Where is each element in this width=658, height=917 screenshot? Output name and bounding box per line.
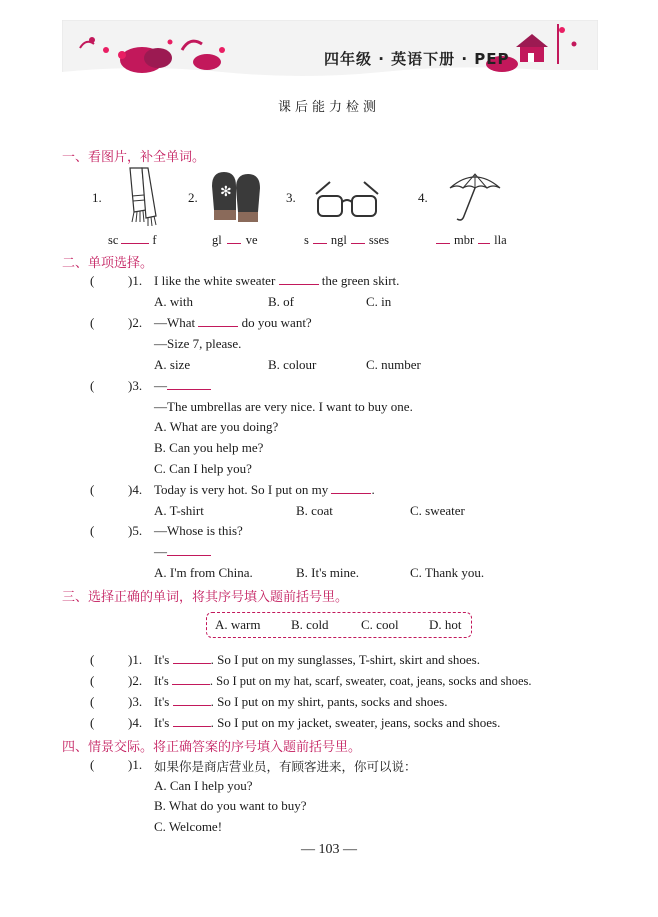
question-text: It's . So I put on my hat, scarf, sweater, coat, jeans, socks and shoes. <box>154 674 532 688</box>
question-line2: — <box>154 544 211 560</box>
question-number: )1. <box>128 757 143 772</box>
option-c[interactable]: C. Thank you. <box>410 565 485 580</box>
page-title: 课后能力检测 <box>277 100 380 115</box>
option-a[interactable]: A. Can I help you? <box>154 778 253 793</box>
option-a[interactable]: A. with <box>154 294 193 309</box>
word-option: C. cool <box>361 617 399 632</box>
question-number: )2. <box>128 673 143 688</box>
blank[interactable] <box>173 715 211 727</box>
answer-paren[interactable]: ( <box>90 273 95 288</box>
word-option: A. warm <box>215 617 261 632</box>
s1-num-4: 4. <box>418 190 428 205</box>
hint-umbrella: mbr lla <box>436 232 507 248</box>
question-text: It's . So I put on my shirt, pants, socks and shoes. <box>154 694 448 709</box>
s1-num-2: 2. <box>188 190 198 205</box>
answer-paren[interactable]: ( <box>90 694 95 709</box>
section1-title: 一、看图片，补全单词。 <box>62 150 206 165</box>
sunglasses-icon <box>314 180 380 222</box>
question-text: It's . So I put on my sunglasses, T-shirt, skirt and shoes. <box>154 652 480 667</box>
option-b[interactable]: B. What do you want to buy? <box>154 798 307 813</box>
section4-title: 四、情景交际。将正确答案的序号填入题前括号里。 <box>62 740 362 755</box>
question-text: —Whose is this? <box>154 523 243 538</box>
option-c[interactable]: C. sweater <box>410 503 465 518</box>
answer-paren[interactable]: ( <box>90 378 95 393</box>
word-option: D. hot <box>429 617 462 632</box>
blank[interactable] <box>173 652 211 664</box>
svg-text:✻: ✻ <box>220 185 232 200</box>
blank[interactable] <box>478 232 490 244</box>
blank[interactable] <box>351 232 365 244</box>
question-number: )4. <box>128 482 143 497</box>
umbrella-icon <box>446 170 504 226</box>
option-b[interactable]: B. coat <box>296 503 333 518</box>
option-a[interactable]: A. I'm from China. <box>154 565 253 580</box>
question-text: It's . So I put on my jacket, sweater, jeans, socks and shoes. <box>154 715 501 730</box>
answer-paren[interactable]: ( <box>90 482 95 497</box>
blank[interactable] <box>167 544 211 556</box>
question-number: )4. <box>128 715 143 730</box>
option-b[interactable]: B. It's mine. <box>296 565 360 580</box>
blank[interactable] <box>198 315 238 327</box>
hint-sunglasses: s ngl sses <box>304 233 390 247</box>
question-text: 如果你是商店营业员，有顾客进来，你可以说： <box>154 759 417 774</box>
option-b[interactable]: B. of <box>268 294 294 309</box>
gloves-icon <box>208 170 264 224</box>
answer-paren[interactable]: ( <box>90 715 95 730</box>
question-number: )1. <box>128 273 143 288</box>
book-title: 四年级 · 英语下册 · PEP <box>324 50 510 68</box>
option-c[interactable]: C. Can I help you? <box>154 461 252 476</box>
question-number: )5. <box>128 523 143 538</box>
option-a[interactable]: A. size <box>154 357 191 372</box>
blank[interactable] <box>227 232 241 244</box>
word-bank <box>206 612 472 638</box>
section3-title: 三、选择正确的单词，将其序号填入题前括号里。 <box>62 590 349 605</box>
option-a[interactable]: A. What are you doing? <box>154 419 279 434</box>
page-number: — 103 — <box>301 842 357 857</box>
option-b[interactable]: B. colour <box>268 357 317 372</box>
answer-paren[interactable]: ( <box>90 315 95 330</box>
question-number: )1. <box>128 652 143 667</box>
question-number: )2. <box>128 315 143 330</box>
question-number: )3. <box>128 694 143 709</box>
option-c[interactable]: C. Welcome! <box>154 819 223 834</box>
question-line2: —Size 7, please. <box>154 336 242 351</box>
section2-title: 二、单项选择。 <box>62 256 154 271</box>
option-c[interactable]: C. number <box>366 357 421 372</box>
answer-paren[interactable]: ( <box>90 757 95 772</box>
scarf-icon <box>112 166 162 228</box>
blank[interactable] <box>172 673 210 685</box>
header-banner <box>62 20 598 78</box>
question-text: Today is very hot. So I put on my . <box>154 482 375 497</box>
s1-num-1: 1. <box>92 190 102 205</box>
blank[interactable] <box>121 232 149 244</box>
question-text: — <box>154 378 211 394</box>
word-option: B. cold <box>291 617 329 632</box>
blank[interactable] <box>436 232 450 244</box>
option-a[interactable]: A. T-shirt <box>154 503 204 518</box>
hint-gloves: gl ve <box>212 233 258 247</box>
question-line2: —The umbrellas are very nice. I want to buy one. <box>154 399 413 414</box>
answer-paren[interactable]: ( <box>90 523 95 538</box>
answer-paren[interactable]: ( <box>90 673 95 688</box>
blank[interactable] <box>173 694 211 706</box>
option-b[interactable]: B. Can you help me? <box>154 440 264 455</box>
blank[interactable] <box>279 273 319 285</box>
blank[interactable] <box>313 232 327 244</box>
blank[interactable] <box>167 378 211 390</box>
s1-num-3: 3. <box>286 190 296 205</box>
blank[interactable] <box>331 482 371 494</box>
option-c[interactable]: C. in <box>366 294 392 309</box>
hint-scarf: sc f <box>108 233 157 247</box>
question-text: I like the white sweater the green skirt. <box>154 273 400 288</box>
question-number: )3. <box>128 378 143 393</box>
answer-paren[interactable]: ( <box>90 652 95 667</box>
question-text: —What do you want? <box>154 315 312 330</box>
